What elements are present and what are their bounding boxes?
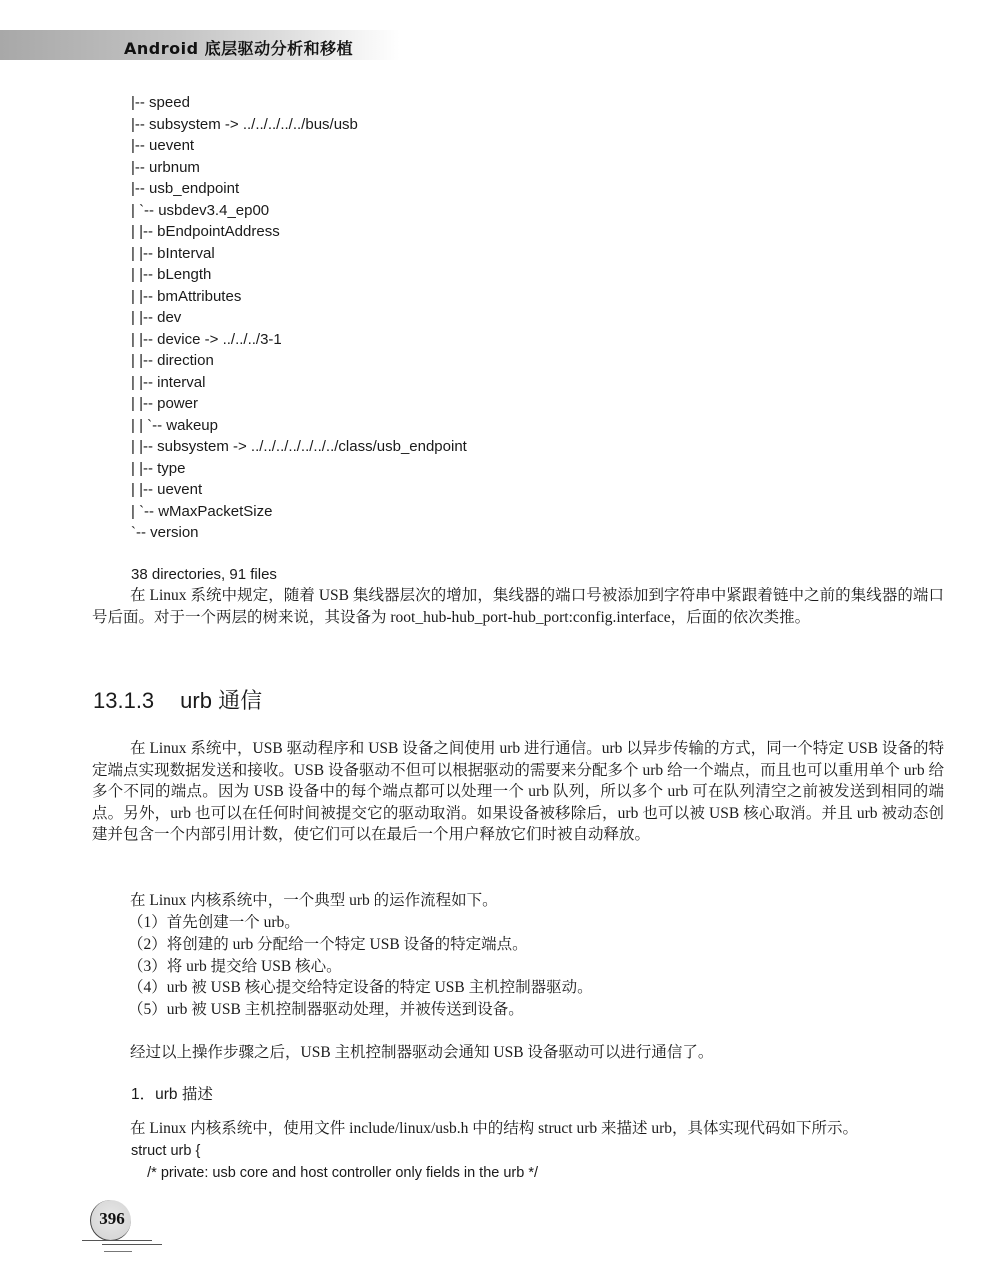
subsection-heading: 1．urb 描述 bbox=[131, 1086, 213, 1103]
paragraph-hub-naming: 在 Linux 系统中规定，随着 USB 集线器层次的增加，集线器的端口号被添加到字符串中紧跟着链中之前的集线器的端口号后面。对于一个两层的树来说，其设备为 root_hub-hub_port-hub_port:config.interface，后面的依次类推。 bbox=[92, 587, 944, 626]
tree-line: | |-- device -> ../../../3-1 bbox=[131, 330, 282, 348]
tree-line: | |-- bEndpointAddress bbox=[131, 223, 280, 240]
paragraph-flow-intro: 在 Linux 内核系统中，一个典型 urb 的运作流程如下。 bbox=[130, 892, 498, 909]
urb-flow-steps bbox=[128, 912, 593, 1021]
book-title: Android 底层驱动分析和移植 bbox=[124, 39, 354, 58]
code-line: /* private: usb core and host controller only fields in the urb */ bbox=[131, 1165, 539, 1181]
tree-line: | |-- bmAttributes bbox=[131, 287, 242, 305]
section-title-text: urb 通信 bbox=[180, 688, 263, 713]
tree-line: `-- version bbox=[131, 524, 199, 541]
step-item: （4）urb 被 USB 核心提交给特定设备的特定 USB 主机控制器驱动。 bbox=[128, 979, 593, 997]
tree-line: | |-- dev bbox=[131, 309, 182, 326]
decorative-rule bbox=[104, 1251, 132, 1252]
paragraph-struct-intro: 在 Linux 内核系统中，使用文件 include/linux/usb.h 中的结构 struct urb 来描述 urb，具体实现代码如下所示。 bbox=[130, 1120, 859, 1137]
tree-line: | |-- type bbox=[131, 459, 186, 477]
code-line: struct urb { bbox=[131, 1143, 201, 1159]
tree-line: | |-- direction bbox=[131, 352, 214, 369]
step-item: （5）urb 被 USB 主机控制器驱动处理，并被传送到设备。 bbox=[128, 1001, 524, 1019]
tree-line: | |-- subsystem -> ../../../../../../../class/usb_endpoint bbox=[131, 438, 467, 455]
tree-line: |-- urbnum bbox=[131, 158, 200, 176]
tree-line: | `-- wMaxPacketSize bbox=[131, 502, 273, 520]
step-item: （3）将 urb 提交给 USB 核心。 bbox=[128, 957, 342, 975]
tree-line: |-- uevent bbox=[131, 137, 195, 154]
step-item: （1）首先创建一个 urb。 bbox=[128, 914, 300, 931]
step-item: （2）将创建的 urb 分配给一个特定 USB 设备的特定端点。 bbox=[128, 935, 528, 953]
paragraph-urb-intro: 在 Linux 系统中，USB 驱动程序和 USB 设备之间使用 urb 进行通信。urb 以异步传输的方式，同一个特定 USB 设备的特定端点实现数据发送和接收。USB 设备驱动不但可以根据驱动的需要来分配多个 urb 给一个端点，而且也可以重用单个 urb 给多个不同的端点。因为 USB 设备中的每个端点都可以处理一个 urb 队列，所以多个 urb 可在队列清空之前被发送到相同的端点。另外，urb 也可以在任何时间被提交它的驱动取消。如果设备被移除后，urb 也可以被 USB 核心取消。并且 urb 被动态创建并包含一个内部引用计数，使它们可以在最后一个用户释放它们时被自动释放。 bbox=[92, 740, 944, 844]
tree-line: | | `-- wakeup bbox=[131, 416, 218, 434]
page-number: 396 bbox=[99, 1209, 125, 1228]
code-block bbox=[131, 1140, 538, 1184]
section-number: 13.1.3 bbox=[93, 688, 155, 713]
decorative-rule bbox=[82, 1240, 152, 1241]
decorative-rule bbox=[102, 1244, 162, 1245]
tree-line: | |-- power bbox=[131, 395, 198, 412]
tree-line: | |-- bLength bbox=[131, 266, 212, 283]
tree-line: | |-- interval bbox=[131, 373, 206, 391]
paragraph-flow-conclusion: 经过以上操作步骤之后，USB 主机控制器驱动会通知 USB 设备驱动可以进行通信了。 bbox=[130, 1044, 714, 1061]
tree-line: | |-- uevent bbox=[131, 481, 203, 498]
running-header bbox=[0, 30, 1000, 60]
section-heading bbox=[93, 684, 262, 715]
directory-tree bbox=[131, 92, 467, 544]
page-number-badge bbox=[82, 1200, 162, 1250]
tree-line: |-- usb_endpoint bbox=[131, 180, 240, 197]
tree-line: |-- speed bbox=[131, 94, 190, 111]
tree-line: | |-- bInterval bbox=[131, 244, 215, 262]
tree-line: | `-- usbdev3.4_ep00 bbox=[131, 201, 270, 219]
tree-line: |-- subsystem -> ../../../../../bus/usb bbox=[131, 115, 358, 133]
tree-summary: 38 directories, 91 files bbox=[131, 566, 277, 583]
